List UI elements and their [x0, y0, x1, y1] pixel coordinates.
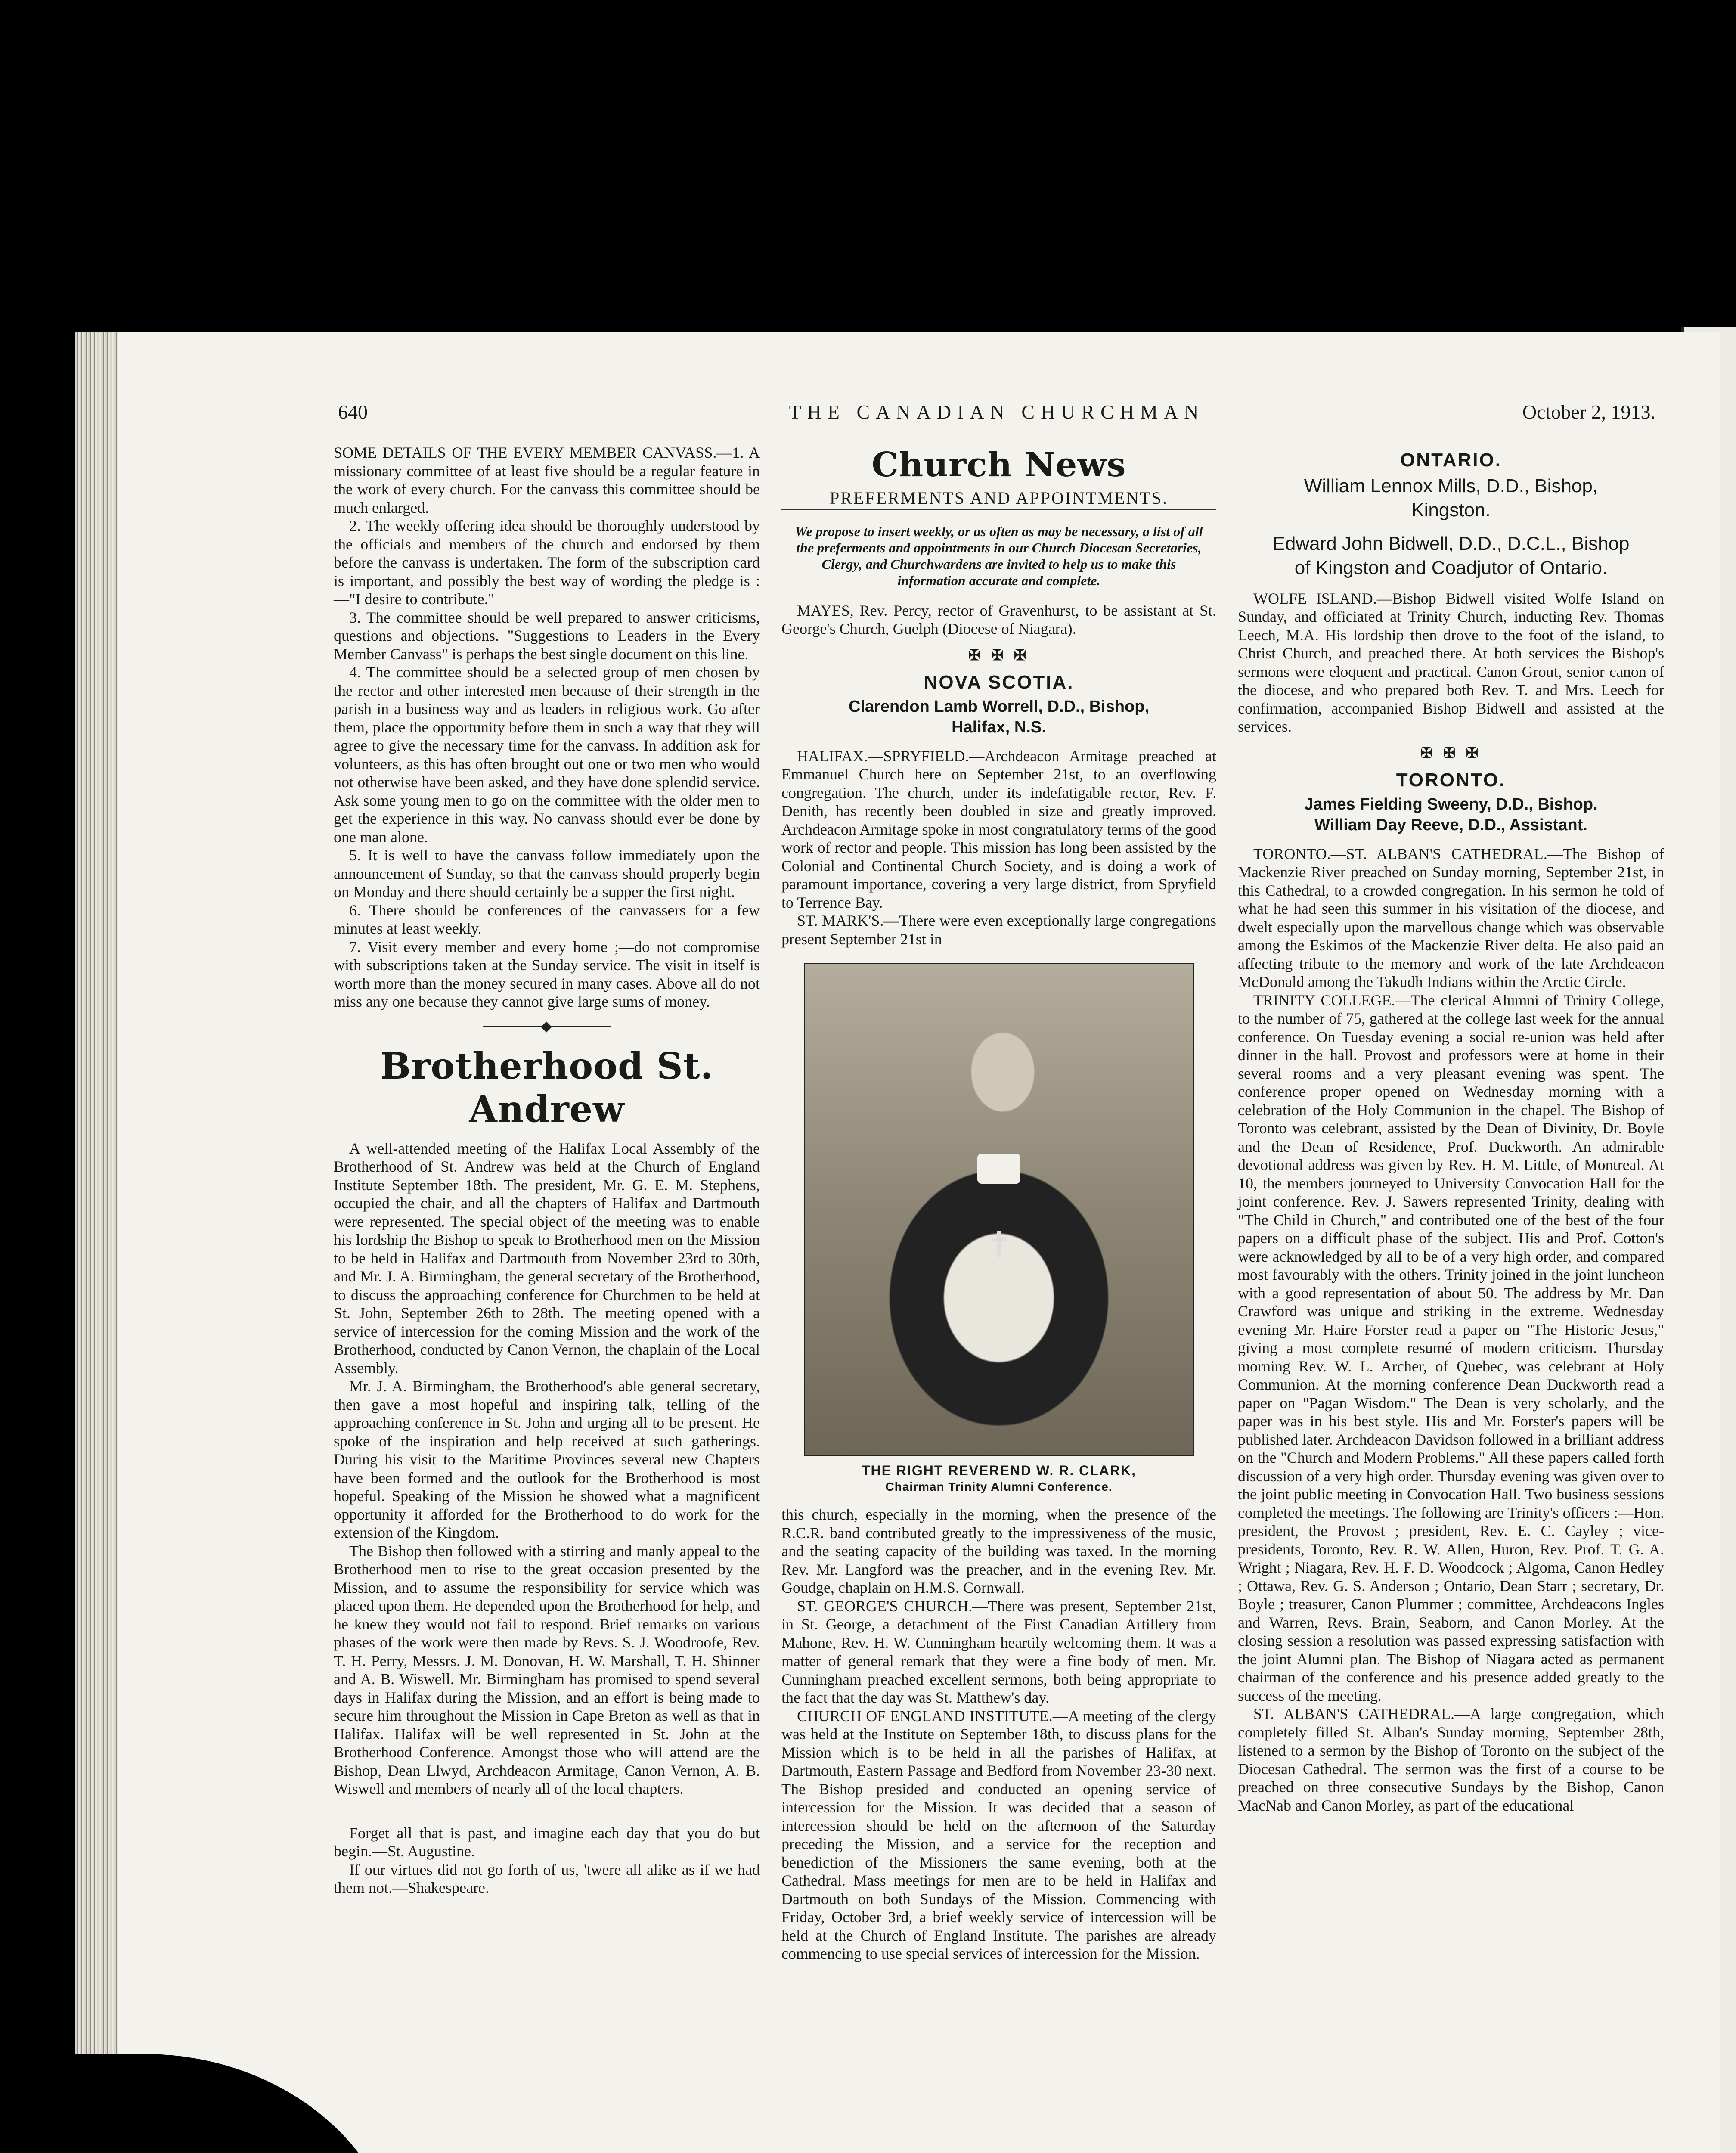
- paragraph: 2. The weekly offering idea should be thoroughly understood by the officials and members of the church and endorsed by them before the canvass is undertaken. The form of the subscription card is important, and possibly the best way of wording the pledge is :—"I desire to contribute.": [334, 517, 760, 608]
- bishop-name: William Lennox Mills, D.D., Bishop,: [1304, 475, 1598, 496]
- paragraph: ST. ALBAN'S CATHEDRAL.—A large congregation, which completely filled St. Alban's Sunday morning, September 28th, listened to a sermon by the Bishop of Toronto on the subject of the Diocesan Cathedral. The sermon was the first of a course to be preached on three consecutive Sundays by the Bishop, Canon MacNab and Canon Morley, as part of the educational: [1238, 1705, 1664, 1814]
- journal-title: THE CANADIAN CHURCHMAN: [789, 401, 1205, 423]
- editorial-note: We propose to insert weekly, or as often as may be necessary, a list of all the preferments and appointments in our Church Diocesan Secretaries, Clergy, and Churchwardens are invited to help us to make this information accurate and complete.: [795, 523, 1203, 588]
- bishop-name: Clarendon Lamb Worrell, D.D., Bishop,: [848, 697, 1150, 716]
- paragraph: this church, especially in the morning, when the presence of the R.C.R. band contributed greatly to the impressiveness of the music, and the seating capacity of the building was taxed. In the morning Rev. Mr. Langford was the preacher, and in the evening Rev. Mr. Goudge, chaplain on H.M.S. Cornwall.: [781, 1506, 1216, 1596]
- column-middle: [781, 444, 1216, 1963]
- paragraph: CHURCH OF ENGLAND INSTITUTE.—A meeting of the clergy was held at the Institute on September 18th, to discuss plans for the Mission which is to be held in all the parishes of Halifax, at Dartmouth, Eastern Passage and Bedford from November 23-30 next. The Bishop presided and conducted an opening service of intercession for the Mission. It was decided that a season of intercession should be held on the afternoon of the Saturday preceding the Mission, and a service for the reception and benediction of the Missioners the same evening, both at the Cathedral. Mass meetings for men are to be held in Halifax and Dartmouth on both Sundays of the Mission. Commencing with Friday, October 3rd, a brief weekly service of intercession will be held at the Church of England Institute. The parishes are already commencing to use special services of intercession for the Mission.: [781, 1707, 1216, 1962]
- paragraph: 6. There should be conferences of the canvassers for a few minutes at least weekly.: [334, 901, 760, 937]
- caption-title: THE RIGHT REVEREND W. R. CLARK,: [861, 1463, 1136, 1478]
- paragraph: SOME DETAILS OF THE EVERY MEMBER CANVASS.—1. A missionary committee of at least five should be a regular feature in the work of every church. For the canvass this committee should be much enlarged.: [334, 444, 760, 516]
- bishop-portrait-photo: [804, 963, 1194, 1456]
- section-stars: ✠ ✠ ✠: [968, 647, 1030, 664]
- bishop-see: Kingston.: [1411, 499, 1491, 521]
- column-right: [1238, 444, 1664, 1815]
- page-header: [338, 400, 1655, 426]
- book-page-edges: [75, 332, 118, 2153]
- page-number: 640: [338, 401, 368, 423]
- paragraph: Mr. J. A. Birmingham, the Brotherhood's able general secretary, then gave a most hopeful and inspiring talk, telling of the approaching conference in St. John and urging all to be present. He spoke of the inspiration and help received at such gatherings. During his visit to the Maritime Provinces several new Chapters have been formed and the outlook for the Brotherhood is most hopeful. Speaking of the Mission he showed what a magnificent opportunity it afforded for the Brotherhood to do work for the extension of the Kingdom.: [334, 1377, 760, 1541]
- paragraph: The Bishop then followed with a stirring and manly appeal to the Brotherhood men to rise to the great occasion presented by the Mission, and to assume the responsibility for service which was placed upon them. He depended upon the Brotherhood for help, and he knew they would not fail to respond. Brief remarks on various phases of the work were then made by Revs. S. J. Woodroofe, Rev. T. H. Perry, Messrs. J. M. Donovan, H. W. Marshall, T. H. Shinner and A. B. Wiswell. Mr. Birmingham has promised to spend several days in Halifax during the Mission, and an effort is being made to secure him throughout the Mission in Cape Breton as well as that in Halifax. Halifax will be well represented in St. John at the Brotherhood Conference. Amongst those who will attend are the Bishop, Dean Llwyd, Archdeacon Armitage, Canon Vernon, A. B. Wiswell and members of nearly all of the local chapters.: [334, 1542, 760, 1797]
- caption-subtitle: Chairman Trinity Alumni Conference.: [885, 1480, 1113, 1493]
- paragraph: TRINITY COLLEGE.—The clerical Alumni of Trinity College, to the number of 75, gathered at the college last week for the annual conference. On Tuesday evening a social re-union was held after dinner in the hall. Provost and professors were at home in their several rooms and a very pleasant evening was spent. The conference proper opened on Wednesday morning with a celebration of the Holy Communion in the chapel. The Bishop of Toronto was celebrant, assisted by the Dean of Divinity, Dr. Boyle and the Dean of Residence, Prof. Duckworth. An admirable devotional address was given by Rev. H. M. Little, of Montreal. At 10, the members journeyed to University Convocation Hall for the joint conference. Rev. J. Sawers represented Trinity, dealing with "The Child in Church," and contributed one of the best of the four papers on a difficult phase of the subject. His and Prof. Cotton's were acknowledged by all to be of a very high order, and compared most favourably with the others. Trinity joined in the joint luncheon with a good representation of about 50. The address by Mr. Dan Crawford was unique and striking in the extreme. Wednesday evening Mr. Haire Forster read a paper on "The Historic Jesus," giving a most complete resumé of modern criticism. Thursday morning Rev. W. L. Archer, of Quebec, was celebrant at Holy Communion. At the morning conference Dean Duckworth read a paper on "Pagan Wisdom." The Dean is very scholarly, and the paper was in his best style. His and Mr. Forster's papers will be published later. Archdeacon Davidson followed in a brilliant address on the "Church and Modern Problems." All these papers called forth discussion of a very high order. Thursday evening was given over to the joint public meeting in Convocation Hall. Two business sessions completed the meetings. The following are Trinity's officers :—Hon. president, the Provost ; president, Rev. E. C. Cayley ; vice-presidents, Toronto, Rev. R. W. Allen, Huron, Rev. Prof. T. G. A. Wright ; Niagara, Rev. H. F. D. Woodcock ; Algoma, Canon Hedley ; Ottawa, Rev. G. S. Anderson ; Ontario, Dean Starr ; secretary, Dr. Boyle ; treasurer, Canon Plummer ; committee, Archdeacons Ingles and Warren, Revs. Brain, Seaborn, and Canon Morley. At the closing session a resolution was passed expressing satisfaction with the joint Alumni plan. The Bishop of Niagara acted as permanent chairman of the conference and his presence added greatly to the success of the meeting.: [1238, 991, 1664, 1704]
- coadjutor-see: of Kingston and Coadjutor of Ontario.: [1294, 557, 1608, 578]
- diocese-heading-nova-scotia: NOVA SCOTIA.: [924, 672, 1074, 693]
- paragraph: 3. The committee should be well prepared to answer criticisms, questions and objections. "Suggestions to Leaders in the Every Member Canvass" is perhaps the best single document on this line.: [334, 608, 760, 663]
- preferments-subheading: PREFERMENTS AND APPOINTMENTS.: [781, 489, 1216, 510]
- quote: If our virtues did not go forth of us, 'twere all alike as if we had them not.—Shakespeare.: [334, 1861, 760, 1896]
- paragraph: A well-attended meeting of the Halifax Local Assembly of the Brotherhood of St. Andrew was held at the Church of England Institute September 18th. The president, Mr. G. E. M. Stephens, occupied the chair, and all the chapters of Halifax and Dartmouth were represented. The special object of the meeting was to enable his lordship the Bishop to speak to Brotherhood men on the Mission to be held in Halifax and Dartmouth from November 23rd to 30th, and Mr. J. A. Birmingham, the general secretary of the Brotherhood, to discuss the approaching conference for Churchmen to be held at St. John, September 26th to 28th. The meeting opened with a service of intercession for the coming Mission and the work of the Brotherhood, conducted by Canon Vernon, the chaplain of the Local Assembly.: [334, 1139, 760, 1377]
- diocese-heading-ontario: ONTARIO.: [1400, 450, 1502, 471]
- paragraph: HALIFAX.—SPRYFIELD.—Archdeacon Armitage preached at Emmanuel Church here on September 21st, to an overflowing congregation. The church, under its indefatigable rector, Rev. F. Denith, has recently been doubled in size and greatly improved. Archdeacon Armitage spoke in most congratulatory terms of the good work of rector and people. This mission has long been assisted by the Colonial and Continental Church Society, and is doing a work of paramount importance, covering a very large district, from Spryfield to Terrence Bay.: [781, 747, 1216, 911]
- bishop-see: Halifax, N.S.: [952, 718, 1046, 736]
- issue-date: October 2, 1913.: [1522, 401, 1655, 423]
- paragraph: WOLFE ISLAND.—Bishop Bidwell visited Wolfe Island on Sunday, and officiated at Trinity Church, inducting Rev. Thomas Leech, M.A. His lordship then drove to the foot of the island, to Christ Church, and preached there. At both services the Bishop's sermons were eloquent and practical. Canon Grout, senior canon of the diocese, and who prepared both Rev. T. and Mrs. Leech for confirmation, accompanied Bishop Bidwell and assisted at the services.: [1238, 589, 1664, 735]
- paragraph: 4. The committee should be a selected group of men chosen by the rector and other interested men because of their strength in the parish in a business way and as leaders in religious work. Go after them, place the opportunity before them in such a way that they will agree to give the necessary time for the canvass. In addition ask for volunteers, as this has often brought out one or two men who would not otherwise have been asked, and they have done splendid service. Ask some young men to go on the committee with the older men to get the experience in this way. No canvass should ever be done by one man alone.: [334, 664, 760, 846]
- paragraph: 5. It is well to have the canvass follow immediately upon the announcement of Sunday, so that the canvass should properly begin on Monday and there should certainly be a supper the first night.: [334, 847, 760, 900]
- paragraph: MAYES, Rev. Percy, rector of Gravenhurst, to be assistant at St. George's Church, Guelph (Diocese of Niagara).: [781, 602, 1216, 637]
- paragraph: ST. GEORGE'S CHURCH.—There was present, September 21st, in St. George, a detachment of the First Canadian Artillery from Mahone, Rev. H. W. Cunningham heartily welcoming them. It was a matter of general remark that they were a fine body of men. Mr. Cunningham preached excellent sermons, both being appropriate to the fact that the day was St. Matthew's day.: [781, 1597, 1216, 1706]
- section-divider-ornament: [334, 1023, 760, 1030]
- clerical-collar: [977, 1154, 1020, 1184]
- pectoral-cross-icon: [990, 1231, 1008, 1257]
- bishop-line: [1238, 474, 1664, 522]
- paragraph: 7. Visit every member and every home ;—do not compromise with subscriptions taken at the Sunday service. The visit in itself is worth more than the money secured in many cases. Above all do not miss any one because they cannot give large sums of money.: [334, 938, 760, 1010]
- photo-caption: [781, 1462, 1216, 1495]
- section-stars: ✠ ✠ ✠: [1420, 745, 1482, 761]
- paragraph: ST. MARK'S.—There were even exceptionally large congregations present September 21st in: [781, 912, 1216, 948]
- bishop-line: [1238, 794, 1664, 835]
- quote: Forget all that is past, and imagine each day that you do but begin.—St. Augustine.: [334, 1824, 760, 1860]
- bishop-name: James Fielding Sweeny, D.D., Bishop.: [1304, 795, 1598, 813]
- bishop-line: [781, 696, 1216, 738]
- assistant-bishop-name: William Day Reeve, D.D., Assistant.: [1314, 816, 1587, 834]
- coadjutor-name: Edward John Bidwell, D.D., D.C.L., Bishop: [1272, 533, 1630, 554]
- newspaper-page: [75, 332, 1720, 2153]
- paragraph: TORONTO.—ST. ALBAN'S CATHEDRAL.—The Bishop of Mackenzie River preached on Sunday morning, September 21st, in this Cathedral, to a crowded congregation. In his sermon he told of what he had seen this summer in his visitation of the diocese, and dwelt especially upon the marvellous change which was observable among the Eskimos of the Mackenzie River delta. He also paid an affecting tribute to the memory and work of the late Archdeacon McDonald among the Takudh Indians within the Arctic Circle.: [1238, 845, 1664, 990]
- diocese-heading-toronto: TORONTO.: [1396, 769, 1506, 791]
- church-news-heading: Church News: [871, 445, 1126, 484]
- scanner-thumb-shadow: [75, 2054, 403, 2153]
- coadjutor-line: [1238, 532, 1664, 580]
- brotherhood-heading: Brotherhood St. Andrew: [380, 1044, 713, 1130]
- column-left: [334, 444, 760, 1897]
